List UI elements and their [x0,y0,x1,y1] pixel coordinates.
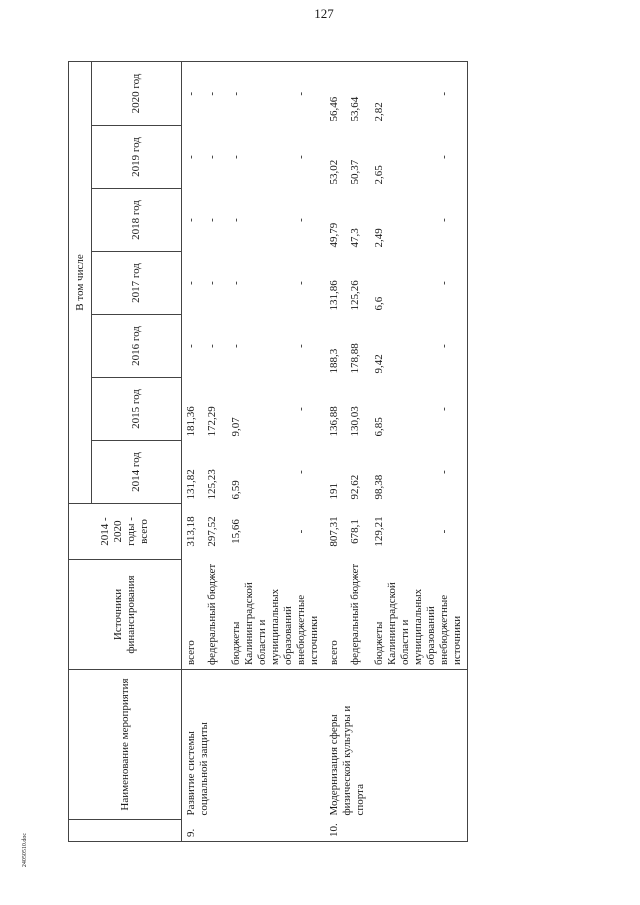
value-cell: - [185,281,197,285]
value-cell: - [294,281,307,285]
value-cell: 188,3 [327,348,340,374]
value-cell: - [205,155,218,159]
source-cell: внебюджетные источники [295,560,325,670]
value-cell: 2,65 [372,165,385,185]
value-cell: - [230,61,295,125]
value-cell: - [438,252,468,315]
value-cell: 56,46 [325,61,349,125]
rotated-table-wrapper [68,62,618,842]
value-cell: 136,88 [327,406,340,437]
value-cell: 6,85 [372,417,385,437]
value-cell: - [294,470,307,474]
header-year-2019: 2019 год [92,126,182,189]
header-total: 2014 - 2020 годы - всего [69,504,182,560]
value-cell: - [438,61,468,125]
value-cell: - [294,155,307,159]
value-cell: 181,36 [185,406,197,437]
value-cell: - [185,344,197,348]
funding-table [68,61,468,842]
value-cell: 53,64 [349,61,373,125]
value-cell: 53,02 [327,159,340,185]
value-cell: - [229,344,242,348]
header-year-2015: 2015 год [92,378,182,441]
value-cell: 92,62 [348,474,361,500]
value-cell: 131,86 [327,280,340,311]
value-cell: - [205,218,218,222]
header-year-2018: 2018 год [92,189,182,252]
row-name: Развитие системы социальной защиты [185,722,210,816]
value-cell: 125,26 [348,280,361,311]
header-number [69,820,182,842]
table-row [325,61,349,841]
source-cell: бюджеты Калининградской области и муниципальных образований [230,560,295,670]
value-cell: 6,6 [372,296,385,311]
value-cell: - [438,441,468,504]
value-cell: - [206,61,230,125]
value-cell: 130,03 [348,406,361,437]
value-cell: - [205,281,218,285]
value-cell: - [438,315,468,378]
value-cell: - [185,155,197,159]
value-cell: - [438,126,468,189]
value-cell: - [229,281,242,285]
total-cell: 313,18 [185,516,197,547]
value-cell: - [229,218,242,222]
total-cell: 15,66 [229,519,242,544]
value-cell: 178,88 [348,343,361,374]
page-number: 127 [314,6,334,21]
value-cell: - [295,61,325,125]
value-cell: 49,79 [327,222,340,248]
source-cell: федеральный бюджет [349,560,373,670]
table-body [182,61,468,841]
header-source: Источники финансирования [69,560,182,670]
value-cell: 2,82 [373,61,438,125]
header-name: Наименование мероприятия [69,670,182,820]
row-number: 10. [325,820,468,842]
row-number: 9. [182,820,325,842]
value-cell: 9,42 [372,354,385,374]
source-cell: всего [325,560,349,670]
total-cell: 297,52 [205,516,218,547]
row-name: Модернизация сферы физической культуры и спорта [325,670,468,820]
value-cell: - [182,61,206,125]
value-cell: - [294,344,307,348]
source-cell: всего [182,560,206,670]
value-cell: - [438,189,468,252]
value-cell: 6,59 [229,480,242,500]
value-cell: 47,3 [348,228,361,248]
value-cell: 125,23 [205,469,218,500]
value-cell: - [229,155,242,159]
document-id [20,805,30,895]
header-group: В том числе [69,61,92,503]
total-cell: - [438,504,468,560]
value-cell: 2,49 [372,228,385,248]
value-cell: 9,07 [229,417,242,437]
value-cell: 191 [327,483,340,500]
value-cell: - [205,344,218,348]
value-cell: 131,82 [185,469,197,500]
value-cell: 50,37 [348,159,361,185]
document-id-text: 24050510.doc [22,832,28,868]
value-cell: 172,29 [205,406,218,437]
value-cell: 98,38 [372,474,385,500]
total-cell: - [294,529,307,534]
table-header [69,61,182,841]
total-cell: 129,21 [372,516,385,547]
value-cell: - [438,378,468,441]
source-cell: бюджеты Калининградской области и муниципальных образований [373,560,438,670]
source-cell: федеральный бюджет [206,560,230,670]
header-year-2014: 2014 год [92,441,182,504]
value-cell: - [294,407,307,411]
table-row [182,61,206,841]
value-cell: - [185,218,197,222]
header-year-2020: 2020 год [92,61,182,125]
total-cell: 678,1 [348,519,361,544]
value-cell: - [294,218,307,222]
total-cell: 807,31 [327,516,340,547]
source-cell: внебюджетные источники [438,560,468,670]
header-year-2016: 2016 год [92,315,182,378]
header-year-2017: 2017 год [92,252,182,315]
